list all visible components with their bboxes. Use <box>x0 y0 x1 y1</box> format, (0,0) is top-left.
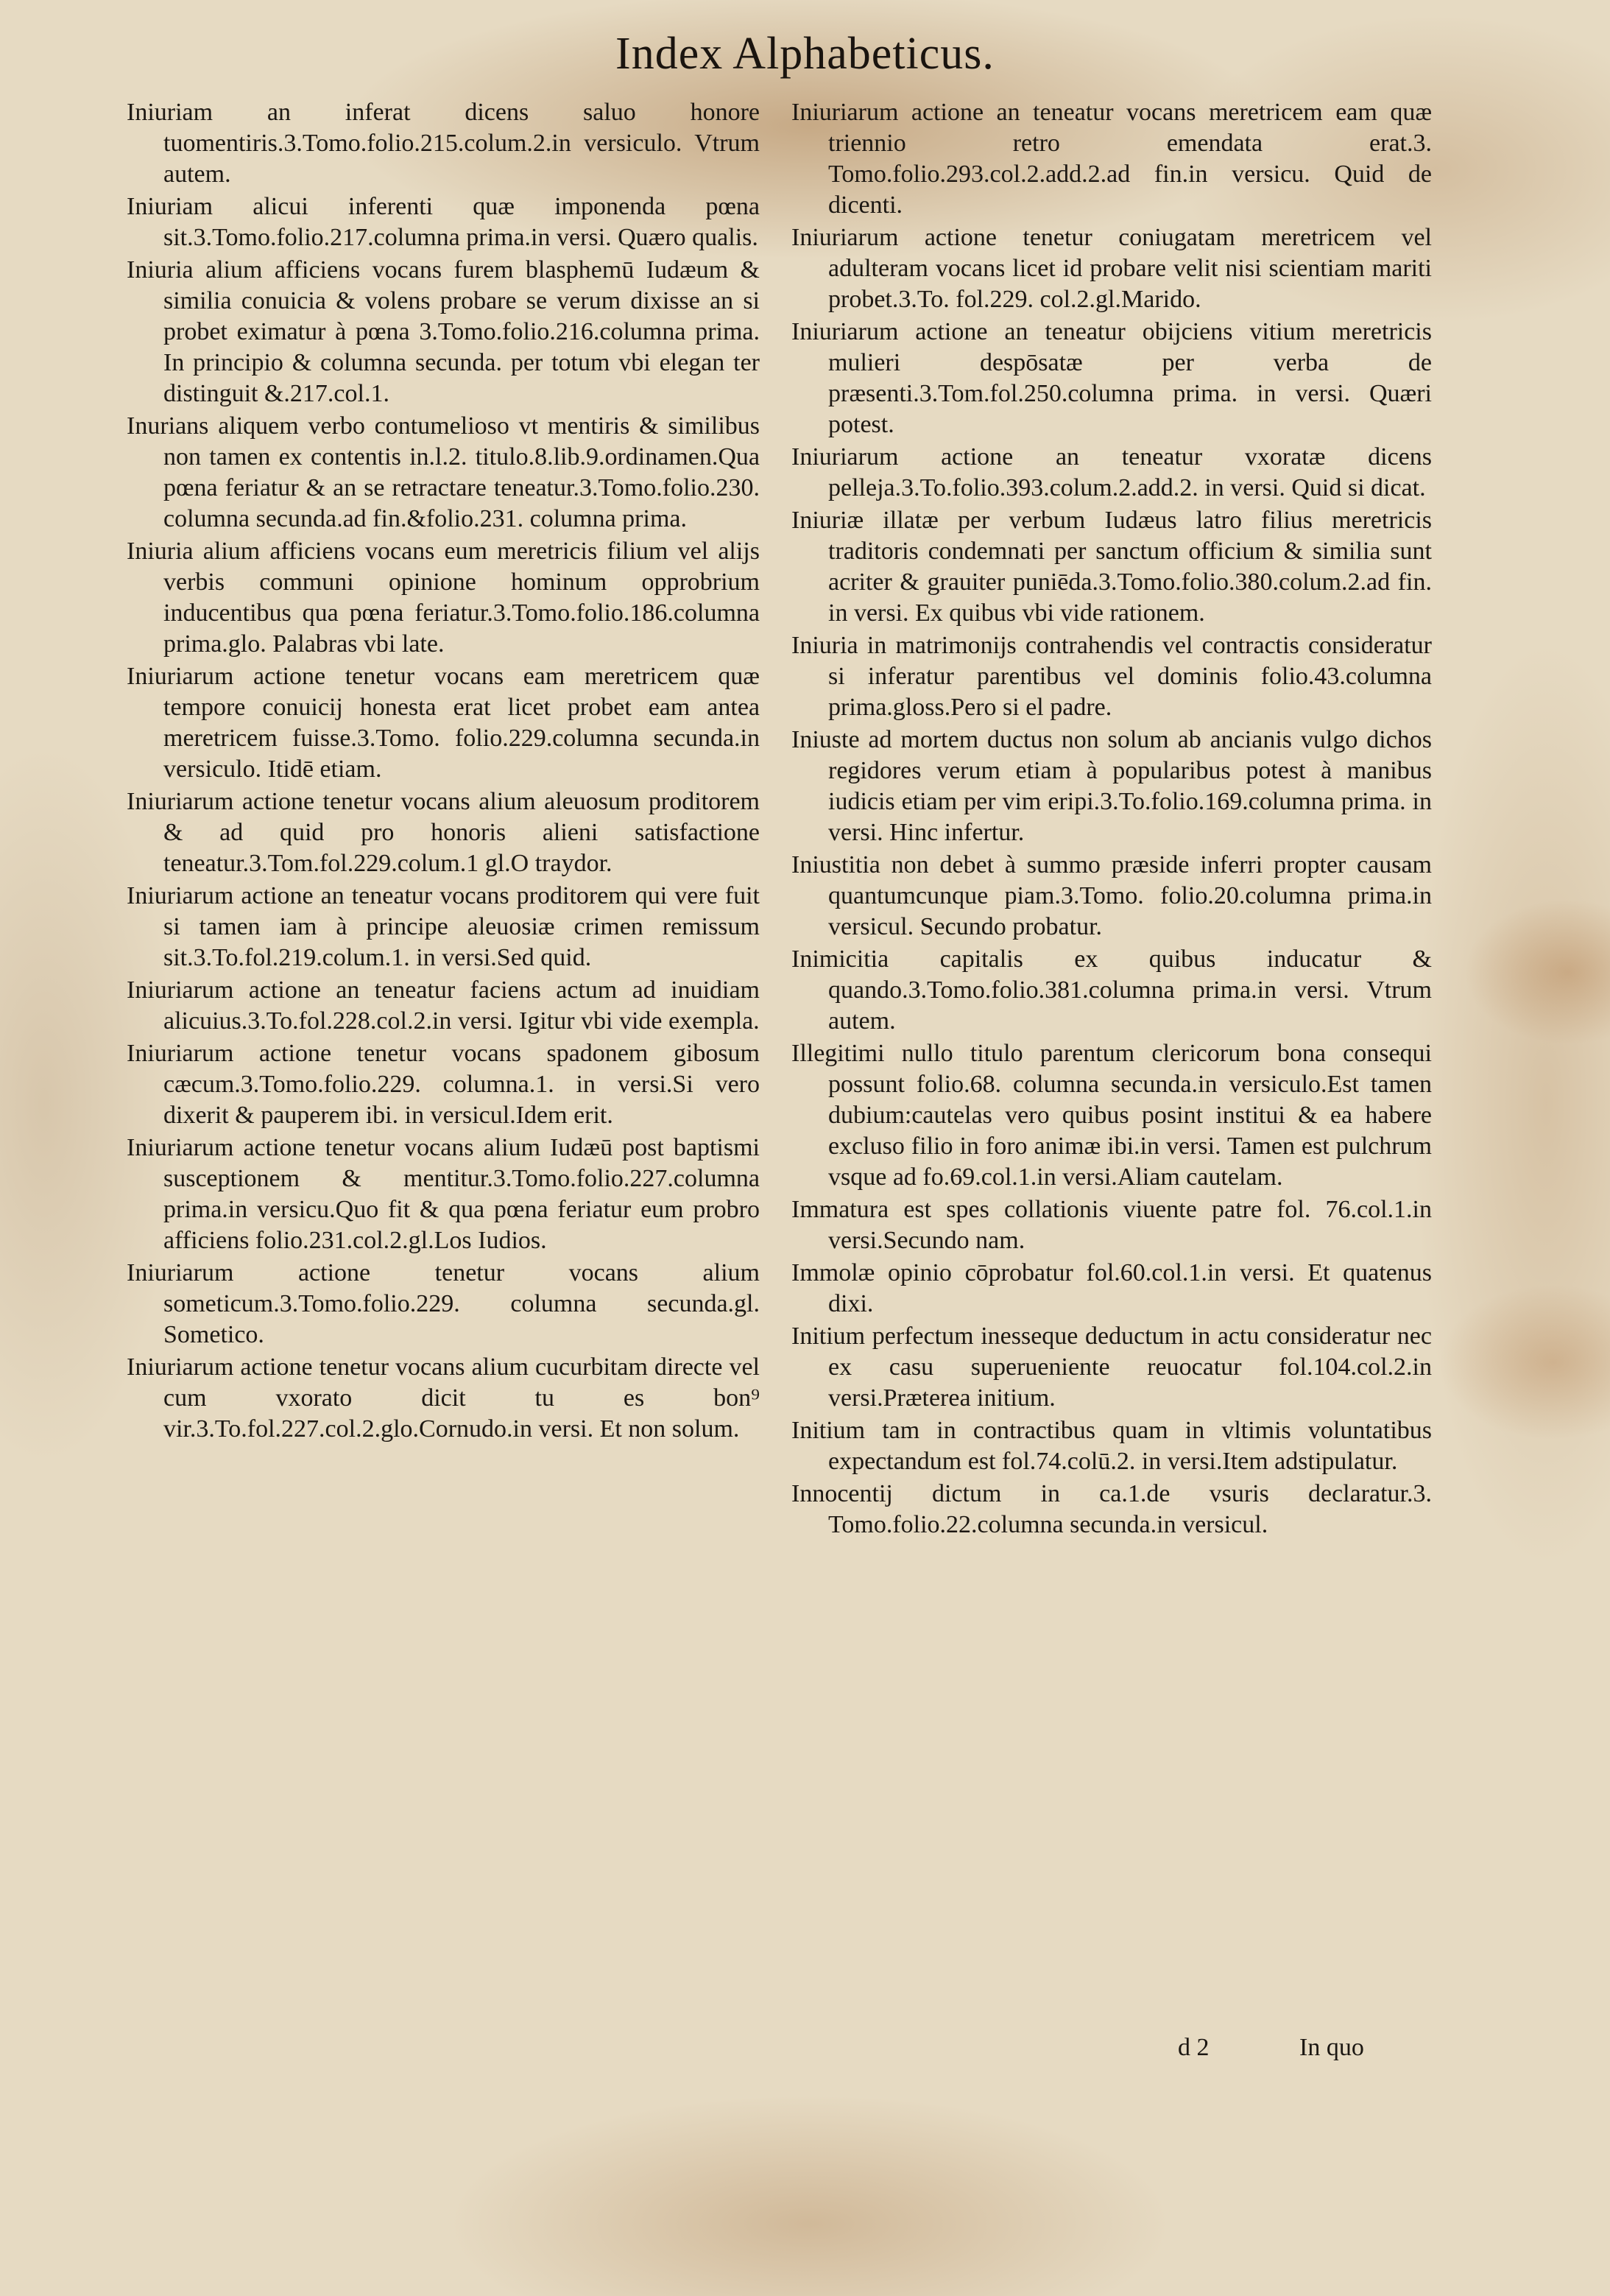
index-entry: Iniuriæ illatæ per verbum Iudæus latro filius meretricis traditoris condemnati per sanctum officium & similia sunt acriter & grauiter puniēda.3.Tomo.folio.380.colum.2.ad fin. in versi. Ex quibus vbi vide rationem. <box>791 507 1432 627</box>
index-entry: Iniuriam alicui inferenti quæ imponenda pœna sit.3.Tomo.folio.217.columna prima.in versi. Quæro qualis. <box>127 193 760 251</box>
index-entry: Iniuriarum actione an teneatur vxoratæ dicens pelleja.3.To.folio.393.colum.2.add.2. in versi. Quid si dicat. <box>791 443 1432 501</box>
index-entry: Iniuriarum actione an teneatur vocans proditorem qui vere fuit si tamen iam à principe aleuosiæ crimen remissum sit.3.To.fol.219.colum.1. in versi.Sed quid. <box>127 882 760 971</box>
index-entry: Iniuriarum actione an teneatur vocans meretricem eam quæ triennio retro emendata erat.3. Tomo.folio.293.col.2.add.2.ad fin.in versicu. Quid de dicenti. <box>791 99 1432 219</box>
index-entry: Iniuriarum actione an teneatur faciens actum ad inuidiam alicuius.3.To.fol.228.col.2.in versi. Igitur vbi vide exempla. <box>127 976 760 1035</box>
catchword: In quo <box>1299 2034 1364 2061</box>
index-entry: Iniuria in matrimonijs contrahendis vel contractis consideratur si inferatur parentibus vel dominis folio.43.columna prima.gloss.Pero si el padre. <box>791 632 1432 721</box>
index-entry: Immolæ opinio cōprobatur fol.60.col.1.in versi. Et quatenus dixi. <box>791 1259 1432 1317</box>
index-entry: Iniuriarum actione tenetur vocans alium cucurbitam directe vel cum vxorato dicit tu es bon⁹ vir.3.To.fol.227.col.2.glo.Cornudo.in versi. Et non solum. <box>127 1353 760 1443</box>
index-entry: Illegitimi nullo titulo parentum clericorum bona consequi possunt folio.68. columna secunda.in versiculo.Est tamen dubium:cautelas vero quibus posint institui & ea habere excluso filio in foro animæ ibi.in versi. Tamen est pulchrum vsque ad fo.69.col.1.in versi.Aliam cautelam. <box>791 1040 1432 1191</box>
page-header: Index Alphabeticus. <box>615 29 995 79</box>
index-entry: Initium tam in contractibus quam in vltimis voluntatibus expectandum est fol.74.colū.2. in versi.Item adstipulatur. <box>791 1417 1432 1475</box>
index-entry: Iniuriarum actione tenetur coniugatam meretricem vel adulteram vocans licet id probare velit nisi scientiam mariti probet.3.To. fol.229. col.2.gl.Marido. <box>791 224 1432 313</box>
index-entry: Innocentij dictum in ca.1.de vsuris declaratur.3. Tomo.folio.22.columna secunda.in versicul. <box>791 1480 1432 1538</box>
index-entry: Iniuriarum actione an teneatur obijciens vitium meretricis mulieri despōsatæ per verba de præsenti.3.Tom.fol.250.columna prima. in versi. Quæri potest. <box>791 318 1432 438</box>
index-entry: Iniuriarum actione tenetur vocans spadonem gibosum cæcum.3.Tomo.folio.229. columna.1. in versi.Si vero dixerit & pauperem ibi. in versicul.Idem erit. <box>127 1040 760 1129</box>
index-entry: Inurians aliquem verbo contumelioso vt mentiris & similibus non tamen ex contentis in.l.2. titulo.8.lib.9.ordinamen.Qua pœna feriatur & an se retractare teneatur.3.Tomo.folio.230. columna secunda.ad fin.&folio.231. columna prima. <box>127 412 760 532</box>
signature-mark: d 2 <box>1178 2034 1210 2061</box>
index-entry: Initium perfectum inesseque deductum in actu consideratur nec ex casu superueniente reuocatur fol.104.col.2.in versi.Præterea initium. <box>791 1323 1432 1412</box>
index-entry: Iniuriarum actione tenetur vocans alium Iudæū post baptismi susceptionem & mentitur.3.Tomo.folio.227.columna prima.in versicu.Quo fit & qua pœna feriatur eum probro afficiens folio.231.col.2.gl.Los Iudios. <box>127 1134 760 1254</box>
index-entry: Iniuste ad mortem ductus non solum ab ancianis vulgo dichos regidores verum etiam à popularibus potest à manibus iudicis etiam per vim eripi.3.To.folio.169.columna prima. in versi. Hinc infertur. <box>791 726 1432 846</box>
index-entry: Inimicitia capitalis ex quibus inducatur & quando.3.Tomo.folio.381.columna prima.in versi. Vtrum autem. <box>791 945 1432 1035</box>
index-entry: Iniuriarum actione tenetur vocans eam meretricem quæ tempore conuicij honesta erat licet probet eam antea meretricem fuisse.3.Tomo. folio.229.columna secunda.in versiculo. Itidē etiam. <box>127 663 760 783</box>
index-entry: Iniuriarum actione tenetur vocans alium someticum.3.Tomo.folio.229. columna secunda.gl. Sometico. <box>127 1259 760 1348</box>
left-column <box>127 97 760 1446</box>
index-entry: Iniustitia non debet à summo præside inferri propter causam quantumcunque piam.3.Tomo. folio.20.columna prima.in versicul. Secundo probatur. <box>791 851 1432 940</box>
index-entry: Iniuriam an inferat dicens saluo honore tuomentiris.3.Tomo.folio.215.colum.2.in versiculo. Vtrum autem. <box>127 99 760 188</box>
index-entry: Iniuriarum actione tenetur vocans alium aleuosum proditorem & ad quid pro honoris alieni satisfactione teneatur.3.Tom.fol.229.colum.1 gl.O traydor. <box>127 788 760 877</box>
right-column <box>791 97 1432 1542</box>
index-entry: Immatura est spes collationis viuente patre fol. 76.col.1.in versi.Secundo nam. <box>791 1196 1432 1254</box>
index-entry: Iniuria alium afficiens vocans eum meretricis filium vel alijs verbis communi opinione hominum opprobrium inducentibus qua pœna feriatur.3.Tomo.folio.186.columna prima.glo. Palabras vbi late. <box>127 538 760 658</box>
index-entry: Iniuria alium afficiens vocans furem blasphemū Iudæum & similia conuicia & volens probare se verum dixisse an si probet eximatur à pœna 3.Tomo.folio.216.columna prima. In principio & columna secunda. per totum vbi elegan ter distinguit &.217.col.1. <box>127 256 760 407</box>
